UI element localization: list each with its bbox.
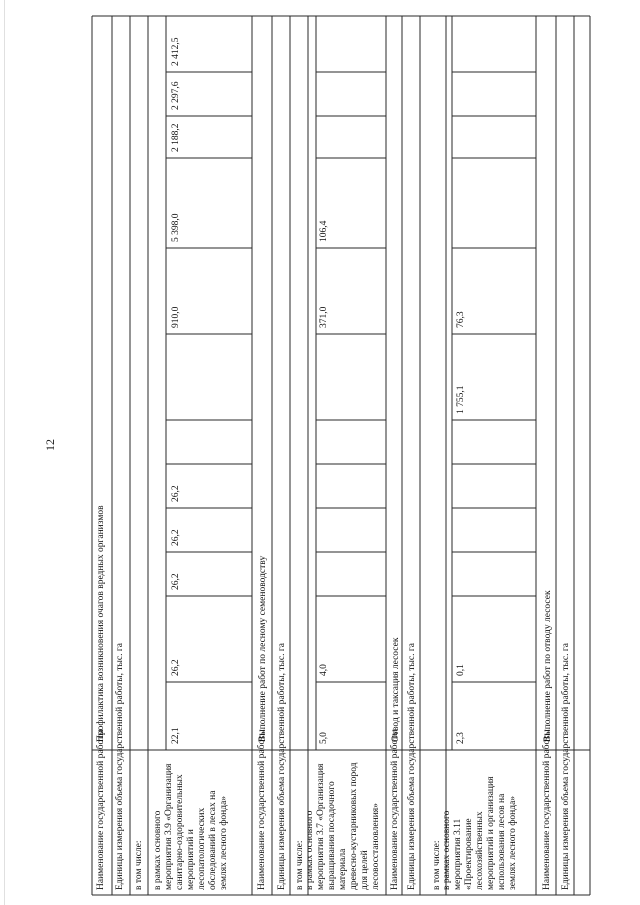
label-line: в рамках основного [305,810,315,890]
section-2-incl-label: в том числе: [295,840,305,890]
label-line: материала [338,848,348,890]
section-2-name-label: Наименование государственной работы [257,729,267,890]
label-line: обследований в лесах на [208,790,218,890]
value-cell: 371,0 [319,306,329,328]
label-line: мероприятия 3.7 «Организация [316,763,326,890]
section-3-measure-label [442,776,518,890]
label-line: древесно-кустарниковых пород [349,762,359,890]
value-cell: 1 755,1 [456,385,466,414]
label-line: Наименование государственной работы [96,729,106,890]
section-3-unit-label: Единицы измерения объема государственной работы, тыс. га [407,643,417,890]
value-cell: 2 188,2 [171,123,181,152]
label-line: мероприятия 3.9 «Организация [164,763,174,890]
label-line: санитарно-оздоровительных [175,774,185,890]
label-line: мероприятий и организация [486,776,496,890]
value-cell: 5,0 [319,732,329,744]
label-line: лесохозяйственных [475,811,485,890]
section-1-title: Профилактика возникновения очагов вредных организмов [96,505,106,742]
section-1-unit-label: Единицы измерения объема государственной работы, тыс. га [115,643,125,890]
value-cell: 910,0 [171,306,181,328]
label-line: мероприятия 3.11 [453,818,463,890]
label-line: для целей [360,850,370,890]
value-cell: 2,3 [456,732,466,744]
label-line: мероприятий и [186,829,196,890]
value-cell: 0,1 [456,664,466,676]
value-cell: 2 297,6 [171,81,181,110]
value-cell: 106,4 [319,220,329,242]
section-2-unit-label: Единицы измерения объема государственной работы, тыс. га [277,643,287,890]
label-line: выращивания посадочного [327,781,337,890]
label-line: использования лесов на [497,793,507,890]
label-line: в рамках основного [153,810,163,890]
section-1-incl-label: в том числе: [134,840,144,890]
value-cell: 76,3 [456,311,466,328]
section-3-incl-label: в том числе: [432,840,442,890]
value-cell: 26,2 [171,659,181,676]
label-line: «Проектирование [464,818,474,890]
value-cell: 22,1 [171,727,181,744]
value-cell: 4,0 [319,664,329,676]
section-1-name-label [95,729,106,890]
label-line: землях лесного фонда» [219,795,229,890]
table-grid [92,16,590,895]
section-2-title: Выполнение работ по лесному семеноводству [258,555,268,742]
value-cell: 2 412,5 [171,37,181,66]
section-1-measure-label [153,763,229,890]
label-line: лесопатологических [197,807,207,890]
label-line: лесовосстановления» [371,803,381,890]
section-4-title: Выполнение работ по отводу лесосек [543,590,553,742]
section-3-name-label: Наименование государственной работы [390,729,400,890]
value-cell: 26,2 [171,529,181,546]
label-line: землях лесного фонда» [508,795,518,890]
section-3-title: Отвод и таксация лесосек [391,637,401,742]
value-cell: 5 398,0 [171,213,181,242]
page-number: 12 [43,439,57,451]
section-4-name-label: Наименование государственной работы [542,729,552,890]
value-cell: 26,2 [171,485,181,502]
label-line: в рамках основного [442,810,452,890]
section-4-unit-label: Единицы измерения объема государственной работы, тыс. га [561,643,571,890]
value-cells [171,37,466,744]
section-2-measure-label [305,762,381,890]
value-cell: 26,2 [171,573,181,590]
